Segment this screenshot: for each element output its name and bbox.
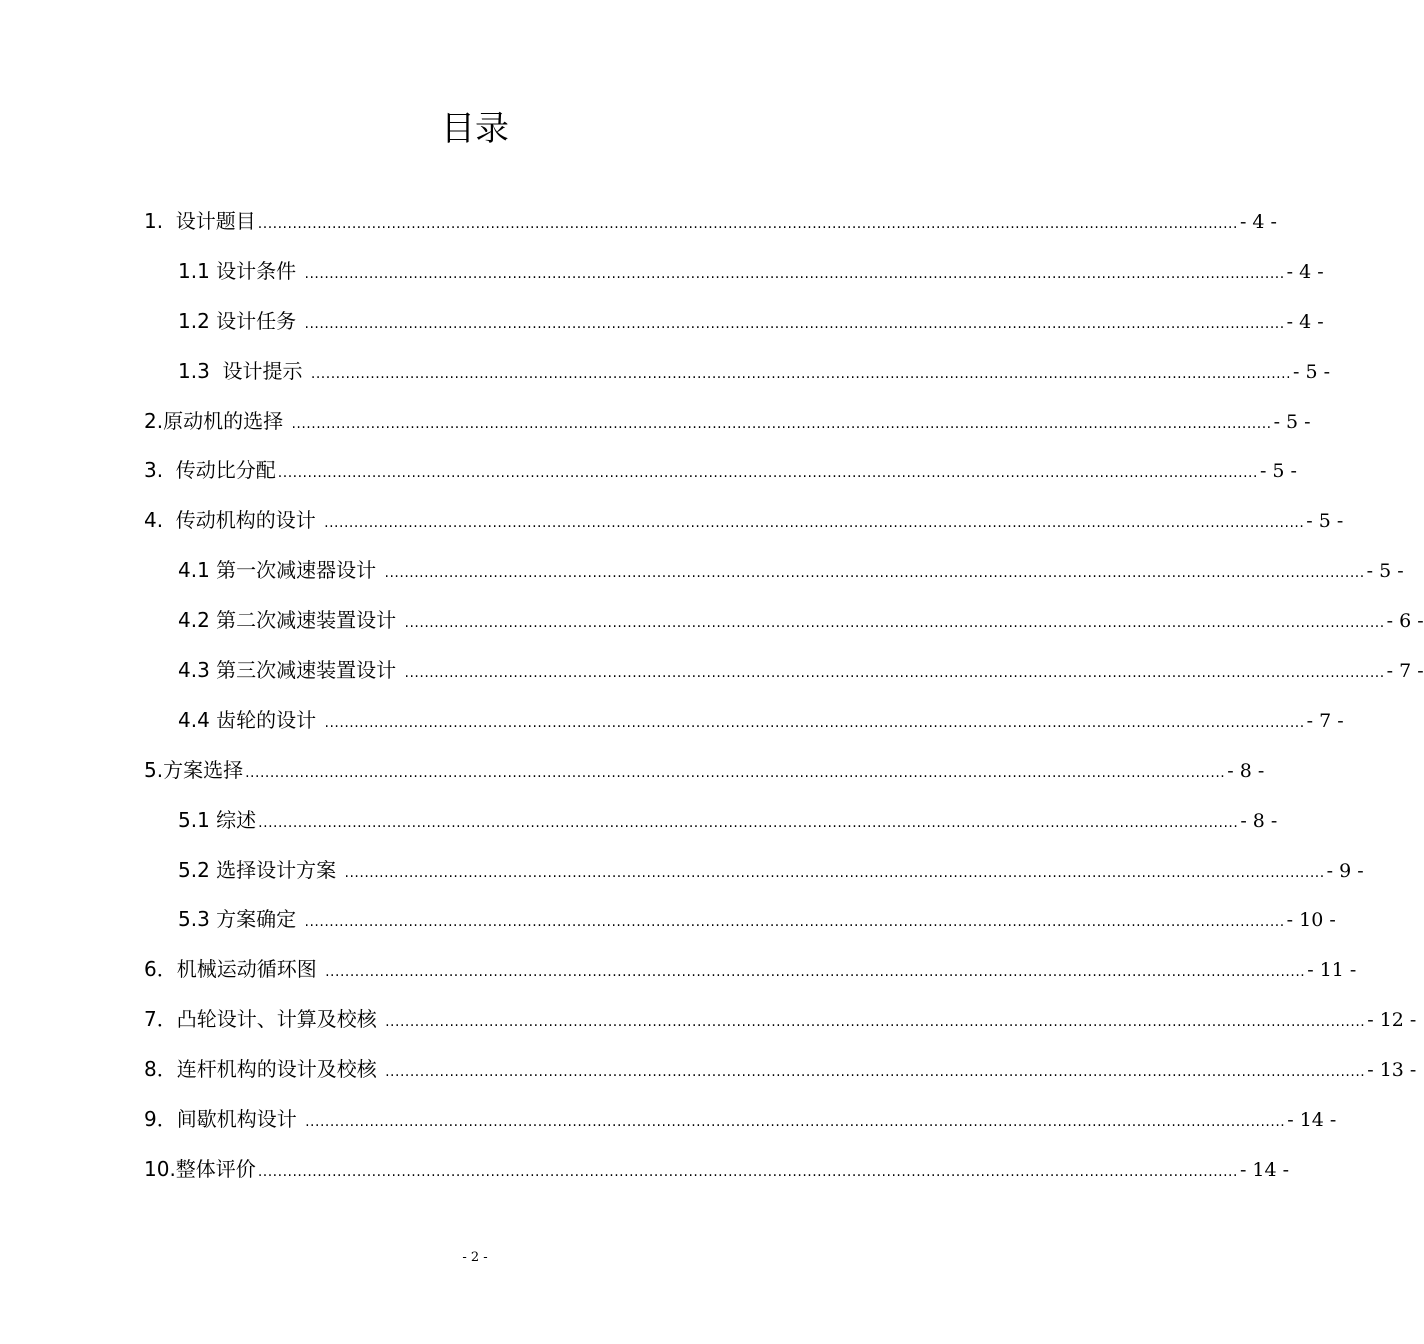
- toc-entry[interactable]: [144, 1095, 1337, 1145]
- toc-entry[interactable]: [144, 696, 1344, 746]
- toc-entry[interactable]: [144, 347, 1331, 397]
- toc-dot-leader: ......................................................................................................................................................................................................: [304, 914, 1285, 931]
- toc-entry[interactable]: [144, 297, 1324, 347]
- toc-entry-page: - 5 -: [1306, 510, 1344, 533]
- page-title: 目录: [441, 109, 509, 149]
- toc-dot-leader: ......................................................................................................................................................................................................: [385, 1014, 1366, 1031]
- toc-entry[interactable]: [144, 197, 1277, 247]
- toc-entry-page: - 11 -: [1307, 959, 1357, 982]
- toc-entry-page: - 5 -: [1259, 460, 1297, 483]
- toc-entry-label: 4.1 第一次减速器设计: [178, 558, 383, 583]
- toc-entry-label: 5.2 选择设计方案: [178, 857, 343, 882]
- toc-dot-leader: ......................................................................................................................................................................................................: [324, 714, 1305, 731]
- toc-dot-leader: ......................................................................................................................................................................................................: [404, 665, 1385, 682]
- toc-entry[interactable]: [144, 596, 1424, 646]
- toc-entry-page: - 8 -: [1227, 759, 1265, 782]
- toc-dot-leader: ......................................................................................................................................................................................................: [384, 565, 1365, 582]
- toc-entry-page: - 14 -: [1287, 1109, 1337, 1132]
- toc-entry-label: 4.2 第二次减速装置设计: [178, 608, 403, 633]
- toc-entry-page: - 7 -: [1386, 660, 1424, 683]
- toc-entry-page: - 7 -: [1306, 709, 1344, 732]
- toc-entry-label: 1.1 设计条件: [178, 258, 303, 283]
- toc-entry-label: 5.1 综述: [178, 807, 257, 832]
- toc-dot-leader: ......................................................................................................................................................................................................: [385, 1064, 1366, 1081]
- toc-dot-leader: ......................................................................................................................................................................................................: [277, 465, 1258, 482]
- toc-entry-page: - 5 -: [1273, 410, 1311, 433]
- page-number-footer: - 2 -: [462, 1250, 488, 1265]
- toc-entry[interactable]: [144, 446, 1297, 496]
- toc-entry-label: 5.方案选择: [144, 757, 244, 782]
- toc-dot-leader: ......................................................................................................................................................................................................: [305, 1114, 1286, 1131]
- toc-entry[interactable]: [144, 397, 1311, 447]
- toc-entry-label: 7．凸轮设计、计算及校核: [144, 1007, 384, 1032]
- toc-entry-label: 5.3 方案确定: [178, 907, 303, 932]
- toc-entry-page: - 13 -: [1367, 1059, 1417, 1082]
- toc-entry-label: 9．间歇机构设计: [144, 1107, 304, 1132]
- toc-entry-page: - 5 -: [1366, 560, 1404, 583]
- toc-dot-leader: ......................................................................................................................................................................................................: [304, 315, 1285, 332]
- toc-entry-label: 4. 传动机构的设计: [144, 508, 323, 533]
- toc-entry-page: - 4 -: [1286, 310, 1324, 333]
- toc-entry[interactable]: [144, 995, 1417, 1045]
- toc-entry[interactable]: [144, 846, 1364, 896]
- toc-dot-leader: ......................................................................................................................................................................................................: [304, 265, 1285, 282]
- toc-entry-page: - 5 -: [1293, 360, 1331, 383]
- toc-entry-page: - 10 -: [1286, 909, 1336, 932]
- toc-entry[interactable]: [144, 895, 1336, 945]
- toc-entry-label: 6．机械运动循环图: [144, 957, 324, 982]
- toc-entry-label: 4.3 第三次减速装置设计: [178, 658, 403, 683]
- toc-entry[interactable]: [144, 496, 1344, 546]
- toc-entry[interactable]: [144, 1145, 1290, 1195]
- toc-entry-page: - 6 -: [1386, 610, 1424, 633]
- toc-dot-leader: ......................................................................................................................................................................................................: [291, 415, 1272, 432]
- toc-entry-page: - 4 -: [1239, 211, 1277, 233]
- toc-entry-page: - 12 -: [1367, 1009, 1417, 1032]
- toc-entry[interactable]: [144, 945, 1357, 995]
- toc-dot-leader: ......................................................................................................................................................................................................: [344, 864, 1325, 881]
- toc-dot-leader: ......................................................................................................................................................................................................: [404, 615, 1385, 632]
- toc-entry-label: 4.4 齿轮的设计: [178, 707, 323, 732]
- toc-entry-page: - 4 -: [1286, 260, 1324, 283]
- toc-dot-leader: ......................................................................................................................................................................................................: [310, 365, 1292, 382]
- toc-dot-leader: ......................................................................................................................................................................................................: [257, 1163, 1238, 1180]
- toc-entry-label: 1. 设计题目: [144, 209, 256, 233]
- toc-entry-label: 1.2 设计任务: [178, 308, 303, 333]
- toc-entry[interactable]: [144, 796, 1278, 846]
- toc-dot-leader: ......................................................................................................................................................................................................: [324, 515, 1305, 532]
- toc-dot-leader: ......................................................................................................................................................................................................: [325, 964, 1306, 981]
- toc-entry-label: 2.原动机的选择: [144, 408, 290, 433]
- toc-entry[interactable]: [144, 546, 1404, 596]
- toc-entry-label: 3. 传动比分配: [144, 458, 276, 483]
- toc-dot-leader: ......................................................................................................................................................................................................: [245, 764, 1226, 781]
- toc-entry[interactable]: [144, 746, 1265, 796]
- toc-entry-page: - 9 -: [1326, 859, 1364, 882]
- toc-dot-leader: ......................................................................................................................................................................................................: [258, 814, 1239, 831]
- toc-entry-label: 10.整体评价: [144, 1156, 256, 1181]
- toc-entry-page: - 8 -: [1240, 809, 1278, 832]
- toc-entry-page: - 14 -: [1239, 1158, 1290, 1181]
- toc-entry[interactable]: [144, 247, 1324, 297]
- toc-dot-leader: ......................................................................................................................................................................................................: [257, 216, 1238, 232]
- toc-entry-label: 1.3 设计提示: [178, 358, 309, 383]
- table-of-contents: [144, 197, 1424, 1195]
- toc-entry[interactable]: [144, 646, 1424, 696]
- toc-entry[interactable]: [144, 1045, 1417, 1095]
- toc-entry-label: 8．连杆机构的设计及校核: [144, 1057, 384, 1082]
